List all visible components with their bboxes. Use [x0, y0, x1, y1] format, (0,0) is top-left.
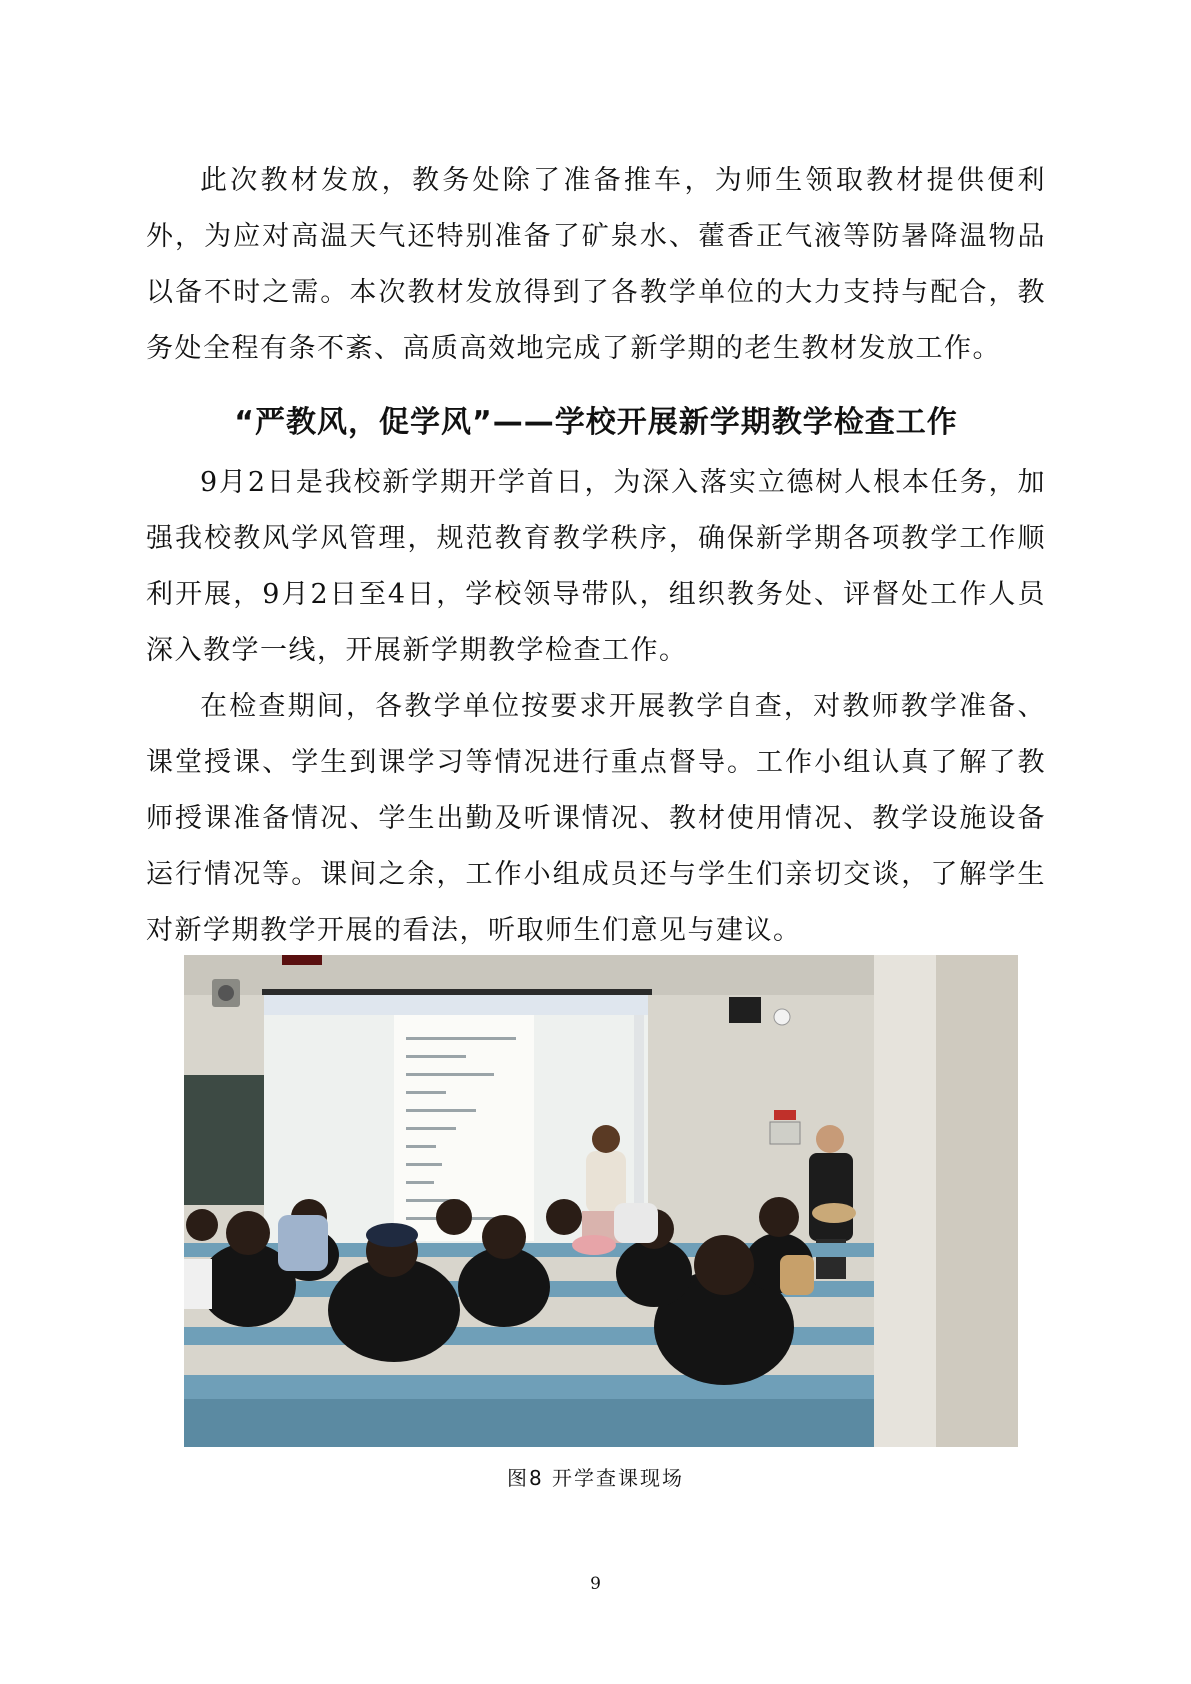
classroom-inspection-photo — [184, 955, 1018, 1447]
figure-caption: 图8 开学查课现场 — [506, 1466, 685, 1490]
paragraph-textbook-distribution — [146, 153, 1046, 377]
paragraph-inspection-intro — [146, 455, 1046, 679]
paragraph-text: 在检查期间，各教学单位按要求开展教学自查，对教师教学准备、课堂授课、学生到课学习等情况进行重点督导。工作小组认真了解了教师授课准备情况、学生出勤及听课情况、教材使用情况、教学设施设备运行情况等。课间之余，工作小组成员还与学生们亲切交谈，了解学生对新学期教学开展的看法，听取师生们意见与建议。 — [146, 691, 1046, 946]
paragraph-inspection-details — [146, 679, 1046, 959]
section-heading: “严教风，促学风”——学校开展新学期教学检查工作 — [234, 405, 958, 440]
paragraph-text: 此次教材发放，教务处除了准备推车，为师生领取教材提供便利外，为应对高温天气还特别准备了矿泉水、藿香正气液等防暑降温物品以备不时之需。本次教材发放得到了各教学单位的大力支持与配合，教务处全程有条不紊、高质高效地完成了新学期的老生教材发放工作。 — [146, 165, 1046, 364]
page-number: 9 — [590, 1574, 601, 1594]
paragraph-text: 9月2日是我校新学期开学首日，为深入落实立德树人根本任务，加强我校教风学风管理，规范教育教学秩序，确保新学期各项教学工作顺利开展，9月2日至4日，学校领导带队，组织教务处、评督处工作人员深入教学一线，开展新学期教学检查工作。 — [146, 467, 1046, 666]
